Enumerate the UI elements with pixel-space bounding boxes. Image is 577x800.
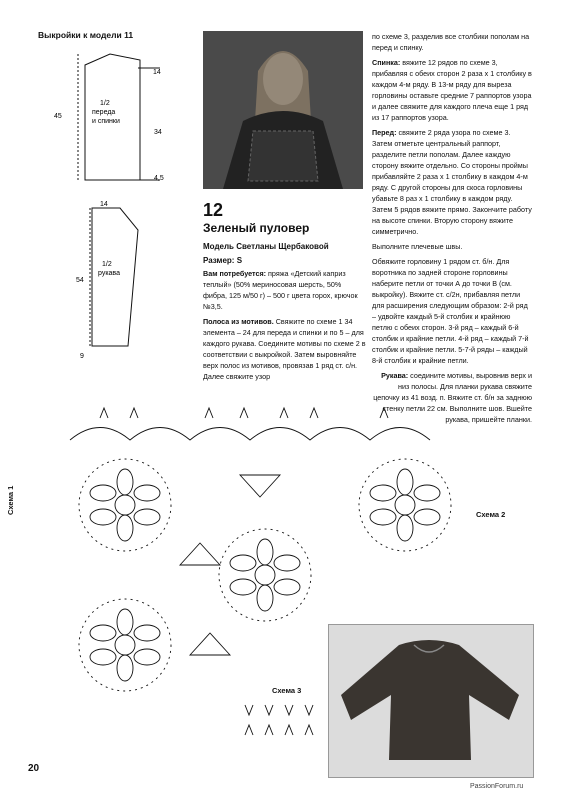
triangle-1 bbox=[180, 543, 220, 565]
front-text: свяжите 2 ряда узора по схеме 3. Затем отметьте центральный раппорт, разделите петли пополам. Далее каждую сторону вяжите отдельно. Со стороны проймы прибавляйте 2 раза х 1 столбику в каждом 4-м ряду. С другой стороны для скоса горловины убавьте 8 раз х 1 столбику в каждом ряду. Затем 5 рядов вяжите прямо. Закончите работу на высоте спинки. Вторую сторону вяжите симметрично. bbox=[372, 128, 532, 236]
model-author: Модель Светланы Щербаковой bbox=[203, 242, 329, 251]
strip-text: Свяжите по схеме 1 34 элемента – 24 для переда и спинки и по 5 – для каждого рукава. Соедините мотивы по схеме 2 в соответствии с выкройкой. Затем выровняйте верх полос из мотивов, провязав 1 ряд ст. с/н. Далее свяжите узор bbox=[203, 317, 366, 381]
motif-3 bbox=[359, 459, 451, 551]
page-number: 20 bbox=[28, 763, 40, 774]
front-dim-top: 14 bbox=[153, 69, 161, 76]
pattern-sleeve-diagram bbox=[50, 196, 180, 366]
scheme-2-label: Схема 2 bbox=[476, 510, 506, 519]
sleeve-dim-left: 54 bbox=[76, 277, 84, 284]
back-heading: Спинка: bbox=[372, 58, 401, 67]
model-size: Размер: S bbox=[203, 256, 243, 265]
instructions-col1 bbox=[203, 268, 366, 386]
instructions-col2 bbox=[372, 31, 532, 429]
col2-intro: по схеме 3, разделив все столбики пополам на перед и спинку. bbox=[372, 32, 530, 52]
footer-watermark: PassionForum.ru bbox=[470, 783, 524, 790]
sleeves-text: соедините мотивы, выровнив верх и низ полосы. Для планки рукава свяжите цепочку из 41 возд. п. Вяжите ст. б/н за заднюю стенку петли 22 см. Выполните шов. Вшейте рукава, пришейте планки. bbox=[373, 371, 532, 424]
sleeve-dim-bottom: 9 bbox=[80, 353, 84, 360]
sleeve-label-1: 1/2 bbox=[102, 261, 112, 268]
front-heading: Перед: bbox=[372, 128, 397, 137]
top-edge-stitches bbox=[70, 408, 430, 440]
shoulders-text: Выполните плечевые швы. bbox=[372, 242, 463, 251]
model-title: Зеленый пуловер bbox=[203, 221, 310, 235]
patterns-title: Выкройки к модели 11 bbox=[38, 30, 134, 40]
model-number: 12 bbox=[203, 200, 224, 220]
front-dim-left: 45 bbox=[54, 113, 62, 120]
sleeve-label-2: рукава bbox=[98, 270, 120, 277]
front-label-1: 1/2 bbox=[100, 100, 110, 107]
scheme-3-stitches bbox=[245, 705, 313, 735]
front-label-2: переда bbox=[92, 109, 116, 116]
motif-1 bbox=[79, 459, 171, 551]
sleeves-heading: Рукава: bbox=[381, 371, 409, 380]
pattern-front-diagram bbox=[50, 40, 180, 200]
model-photo bbox=[203, 31, 363, 189]
scheme-1-label: Схема 1 bbox=[6, 485, 15, 515]
front-dim-right: 34 bbox=[154, 129, 162, 136]
triangle-3 bbox=[240, 475, 280, 497]
motif-4 bbox=[79, 599, 171, 691]
back-text: вяжите 12 рядов по схеме 3, прибавляя с обеих сторон 2 раза х 1 столбику в каждом 4-м ряду. В 13-м ряду для выреза горловины оставьте средние 7 раппортов узора и далее свяжите для каждого плеча еще 1 ряд из 17 раппортов узора. bbox=[372, 58, 532, 122]
materials-text: пряжа «Детский каприз теплый» (50% мериносовая шерсть, 50% фибра, 125 м/50 г) – 500 г цвета горох, крючок №3,5. bbox=[203, 269, 358, 311]
sweater-photo bbox=[328, 624, 534, 778]
front-dim-bottom: 4,5 bbox=[154, 175, 164, 182]
materials-heading: Вам потребуется: bbox=[203, 269, 267, 278]
front-label-3: и спинки bbox=[92, 118, 120, 125]
triangle-2 bbox=[190, 633, 230, 655]
motif-2 bbox=[219, 529, 311, 621]
scheme-3-label: Схема 3 bbox=[272, 686, 302, 695]
sleeve-dim-top: 14 bbox=[100, 201, 108, 208]
strip-heading: Полоса из мотивов. bbox=[203, 317, 274, 326]
neck-text: Обвяжите горловину 1 рядом ст. б/н. Для воротника по задней стороне горловины наберите петли от точки А до точки В (см. выкройку). Вяжите ст. с/2н, прибавляя петли для расширения следующим образом: 2-й ряд – удвойте каждый 5-й столбик и крайнюю петлю с обеих сторон. 3-й ряд – каждый 6-й столбик и крайние петли. 4-й ряд – каждый 7-й столбик и крайние петли. 5-7-й ряды – каждый 8-й столбик и крайние петли. bbox=[372, 257, 529, 365]
